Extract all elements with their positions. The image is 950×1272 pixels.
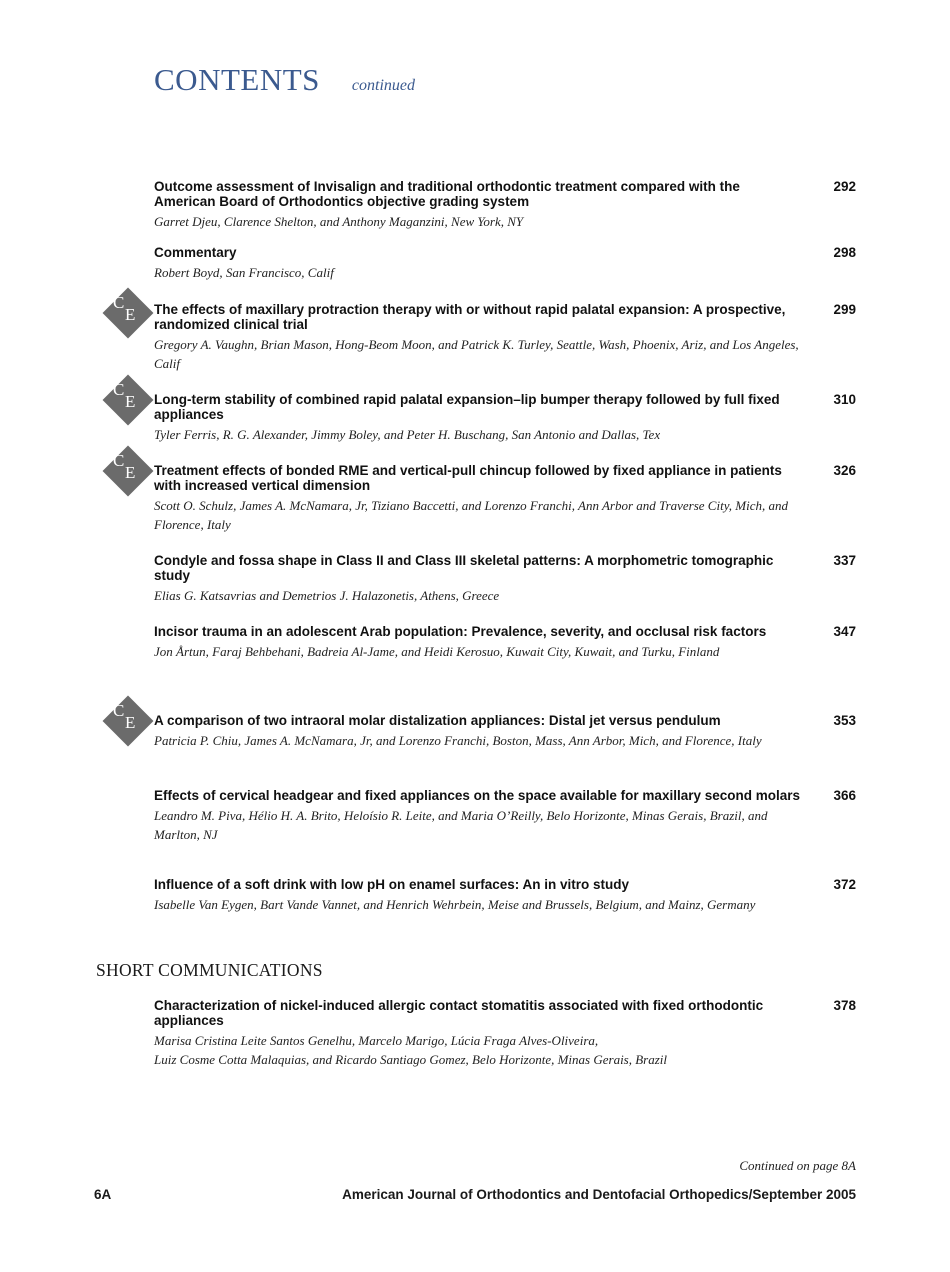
continued-label: continued (351, 77, 415, 94)
article-title[interactable]: Commentary (154, 245, 237, 260)
article-title[interactable]: Incisor trauma in an adolescent Arab population: Prevalence, severity, and occlusal risk factors (154, 624, 767, 639)
authors-line: Marisa Cristina Leite Santos Genelhu, Marcelo Marigo, Lúcia Fraga Alves-Oliveira, (154, 1033, 599, 1048)
page-number: 299 (833, 302, 856, 317)
article-title[interactable]: Condyle and fossa shape in Class II and Class III skeletal patterns: A morphometric tomographic study (154, 553, 774, 583)
article-title[interactable]: A comparison of two intraoral molar distalization appliances: Distal jet versus pendulum (154, 713, 721, 728)
article-authors: Scott O. Schulz, James A. McNamara, Jr, Tiziano Baccetti, and Lorenzo Franchi, Ann Arbor and Traverse City, Mich, and Florence, Italy (154, 498, 788, 532)
page-title: CONTENTS (154, 62, 320, 97)
page-number: 353 (833, 713, 856, 728)
folio-page-number: 6A (94, 1187, 112, 1202)
toc-entry[interactable] (154, 877, 856, 914)
page-number: 347 (833, 624, 856, 639)
page-number: 310 (833, 392, 856, 407)
article-title[interactable]: Long-term stability of combined rapid palatal expansion–lip bumper therapy followed by full fixed appliances (154, 392, 780, 422)
journal-running-footer: American Journal of Orthodontics and Dentofacial Orthopedics/September 2005 (342, 1187, 856, 1202)
article-title[interactable]: Influence of a soft drink with low pH on enamel surfaces: An in vitro study (154, 877, 630, 892)
article-authors (154, 1031, 856, 1069)
page-number: 337 (833, 553, 856, 568)
toc-entry[interactable] (154, 179, 856, 231)
continued-on-note: Continued on page 8A (739, 1158, 856, 1173)
article-title[interactable]: Treatment effects of bonded RME and vertical-pull chincup followed by fixed appliance in patients with increased vertical dimension (154, 463, 782, 493)
article-authors: Jon Årtun, Faraj Behbehani, Badreia Al-Jame, and Heidi Kerosuo, Kuwait City, Kuwait, and Turku, Finland (154, 644, 720, 659)
toc-entry[interactable] (154, 463, 856, 534)
page-number: 292 (833, 179, 856, 194)
toc-entry[interactable] (154, 302, 856, 373)
article-authors: Tyler Ferris, R. G. Alexander, Jimmy Boley, and Peter H. Buschang, San Antonio and Dallas, Tex (154, 427, 661, 442)
ce-credit-icon: C E (102, 695, 154, 747)
article-authors: Garret Djeu, Clarence Shelton, and Anthony Maganzini, New York, NY (154, 214, 524, 229)
article-authors: Gregory A. Vaughn, Brian Mason, Hong-Beom Moon, and Patrick K. Turley, Seattle, Wash, Phoenix, Ariz, and Los Angeles, Calif (154, 337, 799, 371)
ce-credit-icon: C E (102, 287, 154, 339)
article-title[interactable]: The effects of maxillary protraction therapy with or without rapid palatal expansion: A prospective, randomized clinical trial (154, 302, 786, 332)
page-number: 372 (833, 877, 856, 892)
article-title[interactable]: Outcome assessment of Invisalign and traditional orthodontic treatment compared with the American Board of Orthodontics objective grading system (154, 179, 740, 209)
page-number: 378 (833, 998, 856, 1013)
toc-entry[interactable] (154, 713, 856, 750)
article-authors: Isabelle Van Eygen, Bart Vande Vannet, and Henrich Wehrbein, Meise and Brussels, Belgium, and Mainz, Germany (154, 897, 756, 912)
page-number: 326 (833, 463, 856, 478)
authors-line: Luiz Cosme Cotta Malaquias, and Ricardo Santiago Gomez, Belo Horizonte, Minas Gerais, Brazil (154, 1052, 668, 1067)
toc-entry[interactable] (154, 392, 856, 444)
article-title[interactable]: Effects of cervical headgear and fixed appliances on the space available for maxillary second molars (154, 788, 801, 803)
article-authors: Robert Boyd, San Francisco, Calif (154, 265, 334, 280)
page-number: 298 (833, 245, 856, 260)
toc-entry[interactable] (154, 788, 856, 844)
article-authors: Leandro M. Piva, Hélio H. A. Brito, Heloísio R. Leite, and Maria O’Reilly, Belo Horizonte, Minas Gerais, Brazil, and Marlton, NJ (154, 808, 768, 842)
page-number: 366 (833, 788, 856, 803)
ce-credit-icon: C E (102, 374, 154, 426)
toc-entry[interactable] (154, 998, 856, 1069)
article-authors: Patricia P. Chiu, James A. McNamara, Jr, and Lorenzo Franchi, Boston, Mass, Ann Arbor, Mich, and Florence, Italy (154, 733, 762, 748)
article-title[interactable]: Characterization of nickel-induced allergic contact stomatitis associated with fixed orthodontic appliances (154, 998, 764, 1028)
toc-entry[interactable] (154, 245, 856, 282)
article-authors: Elias G. Katsavrias and Demetrios J. Halazonetis, Athens, Greece (154, 588, 500, 603)
section-heading: SHORT COMMUNICATIONS (96, 960, 323, 980)
toc-entry[interactable] (154, 624, 856, 661)
ce-credit-icon: C E (102, 445, 154, 497)
contents-header (154, 62, 415, 98)
toc-entry[interactable] (154, 553, 856, 605)
